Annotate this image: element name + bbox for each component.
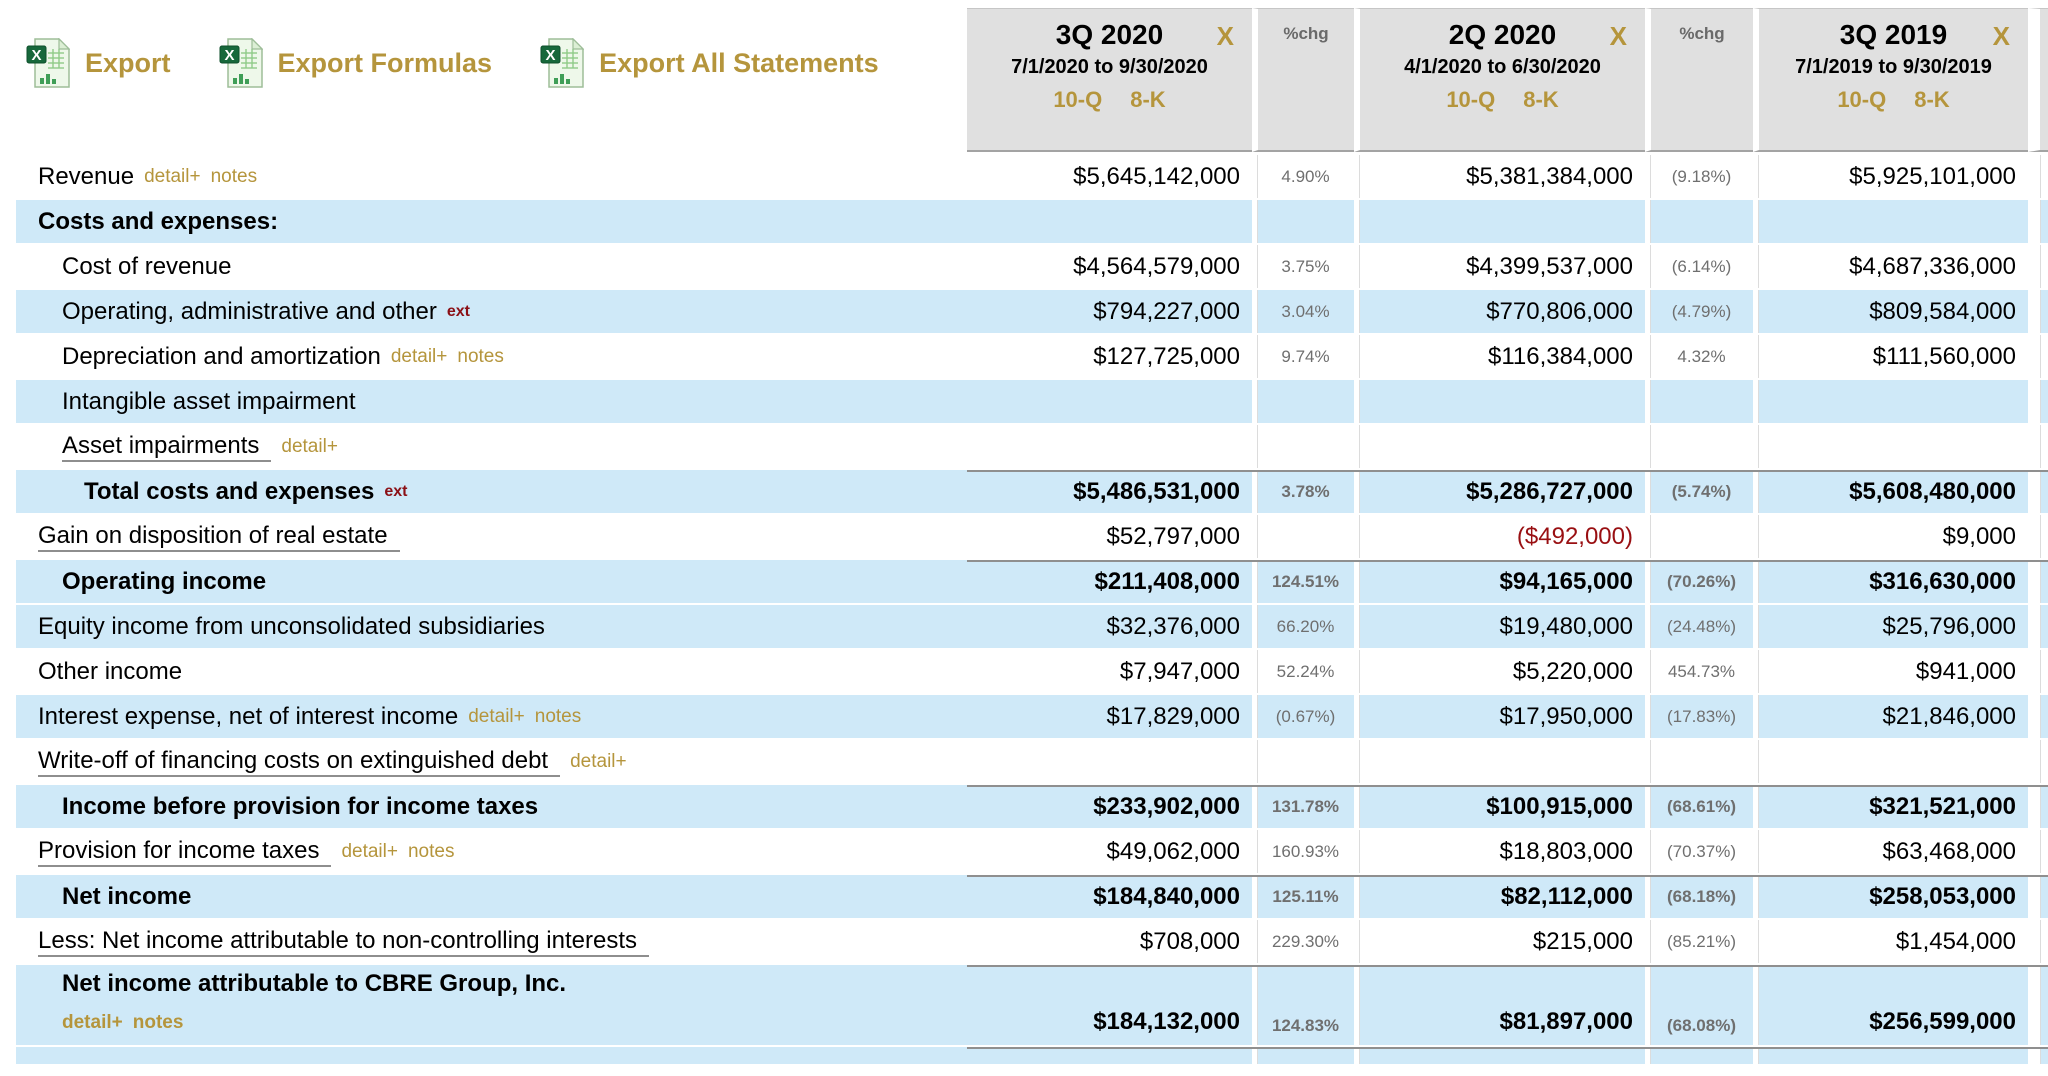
pct-chg-cell: (0.67%) <box>1252 695 1354 738</box>
pct-chg-cell: (17.83%) <box>1645 695 1753 738</box>
pct-chg-cell: 160.93% <box>1252 830 1354 873</box>
value-cell: $19,480,000 <box>1354 605 1645 648</box>
row-label: Cost of revenue <box>62 252 232 280</box>
row-total-costs-and-expenses <box>16 470 2048 513</box>
detail-link[interactable]: detail+ <box>281 435 338 457</box>
value-cell <box>1354 425 1645 468</box>
pct-chg-cell: 52.24% <box>1252 650 1354 693</box>
pct-chg-cell <box>1645 200 1753 243</box>
value-cell: $5,486,531,000 <box>967 470 1252 513</box>
value-cell <box>1753 200 2028 243</box>
pct-chg-cell: 454.73% <box>1645 650 1753 693</box>
income-statement-table <box>0 155 2048 1064</box>
row-label-cell <box>16 1047 967 1064</box>
column-header-next-partial <box>2028 8 2048 152</box>
row-label: Total costs and expenses <box>84 477 375 505</box>
value-cell: ($492,000) <box>1354 515 1645 558</box>
value-cell: $49,062,000 <box>967 830 1252 873</box>
value-cell: $9,000 <box>1753 515 2028 558</box>
value-cell: $215,000 <box>1354 920 1645 963</box>
row-gain-on-disposition-of-real-estate <box>16 515 2048 558</box>
row-label: Intangible asset impairment <box>62 387 356 415</box>
row-label-cell <box>16 335 967 378</box>
row-write-off-of-financing-costs-on-extinguished-deb <box>16 740 2048 783</box>
link-10q[interactable]: 10-Q <box>1837 87 1887 112</box>
value-cell: $233,902,000 <box>967 785 1252 828</box>
total-top-border <box>967 470 2048 472</box>
row-label: Interest expense, net of interest income <box>38 702 459 730</box>
detail-link[interactable]: detail+ <box>341 840 398 862</box>
excel-icon <box>540 38 584 88</box>
pct-chg-cell: 229.30% <box>1252 920 1354 963</box>
pct-chg-cell <box>1252 515 1354 558</box>
export-button[interactable] <box>26 38 171 88</box>
row-net-income <box>16 875 2048 918</box>
value-cell: $52,797,000 <box>967 515 1252 558</box>
value-cell <box>967 200 1252 243</box>
export-all-statements-button-label: Export All Statements <box>599 47 879 78</box>
value-cell: $116,384,000 <box>1354 335 1645 378</box>
link-8k[interactable]: 8-K <box>1523 87 1559 112</box>
value-cell: $321,521,000 <box>1753 785 2028 828</box>
excel-icon <box>219 38 263 88</box>
row-revenue <box>16 155 2048 198</box>
partial-column-cell <box>2028 605 2048 648</box>
notes-link[interactable]: notes <box>534 705 582 727</box>
partial-column-cell <box>2028 290 2048 333</box>
value-cell: $256,599,000 <box>1753 965 2028 1045</box>
row-label: Equity income from unconsolidated subsidiaries <box>38 612 545 640</box>
pct-chg-cell: 9.74% <box>1252 335 1354 378</box>
value-cell <box>1354 380 1645 423</box>
ext-link[interactable]: ext <box>446 302 470 320</box>
row-label-cell <box>16 605 967 648</box>
row-label-cell <box>16 785 967 828</box>
quarter-title: 2Q 2020 <box>1448 19 1557 50</box>
pct-chg-cell: (85.21%) <box>1645 920 1753 963</box>
pct-chg-cell: (70.26%) <box>1645 560 1753 603</box>
value-cell: $32,376,000 <box>967 605 1252 648</box>
row-income-before-provision-for-income-taxes <box>16 785 2048 828</box>
column-header-3q-2019 <box>1753 8 2028 152</box>
value-cell <box>967 1047 1252 1064</box>
column-header-pct-chg-2 <box>1645 8 1753 152</box>
value-cell <box>1354 1047 1645 1064</box>
row-label-cell <box>16 920 967 963</box>
pct-chg-cell <box>1645 380 1753 423</box>
pct-chg-cell: 3.04% <box>1252 290 1354 333</box>
row-equity-income-from-unconsolidated-subsidiaries <box>16 605 2048 648</box>
export-toolbar <box>26 38 879 88</box>
value-cell: $82,112,000 <box>1354 875 1645 918</box>
row-label-cell <box>16 830 967 873</box>
pct-chg-cell: 124.83% <box>1252 965 1354 1045</box>
row-label-links-line <box>62 1007 193 1035</box>
partial-column-cell <box>2028 830 2048 873</box>
row-provision-for-income-taxes <box>16 830 2048 873</box>
column-header-2q-2020 <box>1354 8 1645 152</box>
value-cell: $111,560,000 <box>1753 335 2028 378</box>
link-8k[interactable]: 8-K <box>1914 87 1950 112</box>
row-label: Depreciation and amortization <box>62 342 381 370</box>
pct-chg-cell <box>1252 380 1354 423</box>
pct-chg-cell: 4.90% <box>1252 155 1354 198</box>
row-interest-expense-net-of-interest-income <box>16 695 2048 738</box>
period-range: 7/1/2019 to 9/30/2019 <box>1795 56 1992 78</box>
close-column-icon[interactable]: X <box>1216 21 1234 51</box>
link-10q[interactable]: 10-Q <box>1053 87 1103 112</box>
row-label-link[interactable]: Gain on disposition of real estate <box>38 522 400 552</box>
value-cell <box>1354 200 1645 243</box>
row-label-cell <box>16 875 967 918</box>
row-label-cell <box>16 965 967 1045</box>
partial-column-cell <box>2028 560 2048 603</box>
row-label-cell <box>16 200 967 243</box>
row-intangible-asset-impairment <box>16 380 2048 423</box>
total-top-border <box>967 965 2048 967</box>
notes-link[interactable]: notes <box>132 1012 184 1033</box>
pct-chg-cell: (24.48%) <box>1645 605 1753 648</box>
value-cell: $5,381,384,000 <box>1354 155 1645 198</box>
row-label-cell <box>16 650 967 693</box>
excel-icon <box>26 38 70 88</box>
pct-chg-cell: (68.08%) <box>1645 965 1753 1045</box>
total-top-border <box>967 560 2048 562</box>
value-cell: $4,687,336,000 <box>1753 245 2028 288</box>
pct-chg-cell: 66.20% <box>1252 605 1354 648</box>
pct-chg-cell <box>1252 740 1354 783</box>
value-cell <box>967 740 1252 783</box>
partial-column-cell <box>2028 695 2048 738</box>
pct-chg-cell: (68.61%) <box>1645 785 1753 828</box>
row-cost-of-revenue <box>16 245 2048 288</box>
value-cell <box>1753 425 2028 468</box>
detail-link[interactable]: detail+ <box>468 705 525 727</box>
pct-chg-label: %chg <box>1679 24 1725 43</box>
partial-column-cell <box>2028 650 2048 693</box>
quarter-title: 3Q 2020 <box>1055 19 1164 50</box>
partial-column-cell <box>2028 920 2048 963</box>
row-other-income <box>16 650 2048 693</box>
pct-chg-cell: 4.32% <box>1645 335 1753 378</box>
column-header-3q-2020 <box>967 8 1252 152</box>
close-column-icon[interactable]: X <box>1992 21 2010 51</box>
partial-column-cell <box>2028 875 2048 918</box>
pct-chg-cell <box>1645 740 1753 783</box>
row-label-link[interactable]: Write-off of financing costs on extinguished debt <box>38 747 560 777</box>
row-label-cell <box>16 155 967 198</box>
value-cell: $809,584,000 <box>1753 290 2028 333</box>
value-cell: $941,000 <box>1753 650 2028 693</box>
pct-chg-cell: 131.78% <box>1252 785 1354 828</box>
row-label-cell <box>16 740 967 783</box>
value-cell <box>1753 740 2028 783</box>
value-cell: $794,227,000 <box>967 290 1252 333</box>
value-cell: $18,803,000 <box>1354 830 1645 873</box>
period-range: 4/1/2020 to 6/30/2020 <box>1404 56 1601 78</box>
pct-chg-cell: 125.11% <box>1252 875 1354 918</box>
row-label: Operating income <box>62 567 267 595</box>
pct-chg-cell <box>1645 425 1753 468</box>
pct-chg-cell: 3.75% <box>1252 245 1354 288</box>
value-cell: $17,950,000 <box>1354 695 1645 738</box>
pct-chg-cell <box>1252 200 1354 243</box>
pct-chg-cell: 124.51% <box>1252 560 1354 603</box>
pct-chg-cell: (4.79%) <box>1645 290 1753 333</box>
row-label-cell <box>16 470 967 513</box>
value-cell <box>1354 740 1645 783</box>
pct-chg-cell: (70.37%) <box>1645 830 1753 873</box>
link-8k[interactable]: 8-K <box>1130 87 1166 112</box>
value-cell: $17,829,000 <box>967 695 1252 738</box>
pct-chg-cell <box>1645 1047 1753 1064</box>
export-formulas-button[interactable] <box>219 38 493 88</box>
value-cell: $4,399,537,000 <box>1354 245 1645 288</box>
partial-column-cell <box>2028 245 2048 288</box>
value-cell: $708,000 <box>967 920 1252 963</box>
partial-column-cell <box>2028 425 2048 468</box>
link-10q[interactable]: 10-Q <box>1446 87 1496 112</box>
period-range: 7/1/2020 to 9/30/2020 <box>1011 56 1208 78</box>
pct-chg-cell <box>1252 425 1354 468</box>
notes-link[interactable]: notes <box>457 345 504 367</box>
pct-chg-cell: (9.18%) <box>1645 155 1753 198</box>
value-cell: $5,608,480,000 <box>1753 470 2028 513</box>
value-cell <box>1753 1047 2028 1064</box>
detail-link[interactable]: detail+ <box>390 345 448 367</box>
partial-column-cell <box>2028 380 2048 423</box>
export-button-label: Export <box>85 47 171 78</box>
value-cell: $100,915,000 <box>1354 785 1645 828</box>
row-operating-income <box>16 560 2048 603</box>
row-label: Operating, administrative and other <box>62 297 437 325</box>
ext-link[interactable]: ext <box>384 482 408 500</box>
value-cell: $94,165,000 <box>1354 560 1645 603</box>
row-label-cell <box>16 695 967 738</box>
row-label: Costs and expenses: <box>38 207 279 235</box>
row-label-link[interactable]: Asset impairments <box>62 432 271 462</box>
partial-column-cell <box>2028 785 2048 828</box>
row-label-link[interactable]: Provision for income taxes <box>38 837 331 867</box>
partial-column-cell <box>2028 200 2048 243</box>
value-cell <box>1753 380 2028 423</box>
row-label-cell <box>16 290 967 333</box>
row-label: Net income attributable to CBRE Group, Inc. <box>62 970 567 997</box>
row-operating-administrative-and-other <box>16 290 2048 333</box>
pct-chg-label: %chg <box>1283 24 1329 43</box>
pct-chg-cell <box>1252 1047 1354 1064</box>
pct-chg-cell: (68.18%) <box>1645 875 1753 918</box>
value-cell: $81,897,000 <box>1354 965 1645 1045</box>
total-top-border <box>967 785 2048 787</box>
pct-chg-cell: (5.74%) <box>1645 470 1753 513</box>
row-label-cell <box>16 560 967 603</box>
row-label: Other income <box>38 657 183 685</box>
row-label: Revenue <box>38 162 135 190</box>
value-cell: $5,220,000 <box>1354 650 1645 693</box>
row-label-cell <box>16 380 967 423</box>
detail-link[interactable]: detail+ <box>570 750 627 772</box>
row-label-cell <box>16 515 967 558</box>
partial-column-cell <box>2028 965 2048 1045</box>
value-cell: $5,286,727,000 <box>1354 470 1645 513</box>
value-cell: $5,645,142,000 <box>967 155 1252 198</box>
value-cell: $25,796,000 <box>1753 605 2028 648</box>
export-formulas-button-label: Export Formulas <box>277 47 493 78</box>
value-cell <box>967 425 1252 468</box>
export-all-statements-button[interactable] <box>540 38 879 88</box>
value-cell: $184,132,000 <box>967 965 1252 1045</box>
pct-chg-cell: (6.14%) <box>1645 245 1753 288</box>
value-cell <box>967 380 1252 423</box>
financial-statements-page <box>0 8 2048 1076</box>
row-label: Income before provision for income taxes <box>62 792 539 820</box>
table-row-partial <box>16 1047 2048 1064</box>
partial-column-cell <box>2028 155 2048 198</box>
pct-chg-cell: 3.78% <box>1252 470 1354 513</box>
pct-chg-cell <box>1645 515 1753 558</box>
notes-link[interactable]: notes <box>407 840 455 862</box>
total-top-border <box>967 875 2048 877</box>
row-label: Net income <box>62 882 192 910</box>
value-cell: $258,053,000 <box>1753 875 2028 918</box>
row-less-net-income-attributable-to-non-controlling- <box>16 920 2048 963</box>
row-label-cell <box>16 245 967 288</box>
value-cell: $7,947,000 <box>967 650 1252 693</box>
column-header-pct-chg-1 <box>1252 8 1354 152</box>
partial-column-cell <box>2028 740 2048 783</box>
value-cell: $184,840,000 <box>967 875 1252 918</box>
value-cell: $770,806,000 <box>1354 290 1645 333</box>
row-label-link[interactable]: Less: Net income attributable to non-controlling interests <box>38 927 649 957</box>
value-cell: $1,454,000 <box>1753 920 2028 963</box>
svg-text:X: X <box>224 47 235 64</box>
value-cell: $316,630,000 <box>1753 560 2028 603</box>
quarter-title: 3Q 2019 <box>1839 19 1948 50</box>
value-cell: $211,408,000 <box>967 560 1252 603</box>
row-depreciation-and-amortization <box>16 335 2048 378</box>
notes-link[interactable]: notes <box>210 165 258 187</box>
partial-column-cell <box>2028 515 2048 558</box>
close-column-icon[interactable]: X <box>1609 21 1627 51</box>
partial-column-cell <box>2028 470 2048 513</box>
value-cell: $127,725,000 <box>967 335 1252 378</box>
total-top-border <box>967 1047 2048 1049</box>
row-label-cell <box>16 425 967 468</box>
value-cell: $5,925,101,000 <box>1753 155 2028 198</box>
detail-link[interactable]: detail+ <box>62 1012 123 1033</box>
row-costs-and-expenses <box>16 200 2048 243</box>
value-cell: $21,846,000 <box>1753 695 2028 738</box>
svg-text:X: X <box>31 47 42 64</box>
partial-column-cell <box>2028 335 2048 378</box>
svg-text:X: X <box>545 47 556 64</box>
value-cell: $4,564,579,000 <box>967 245 1252 288</box>
detail-link[interactable]: detail+ <box>144 165 201 187</box>
row-asset-impairments <box>16 425 2048 468</box>
partial-column-cell <box>2028 1047 2048 1064</box>
value-cell: $63,468,000 <box>1753 830 2028 873</box>
row-net-income-attributable-to-cbre-group-inc <box>16 965 2048 1045</box>
